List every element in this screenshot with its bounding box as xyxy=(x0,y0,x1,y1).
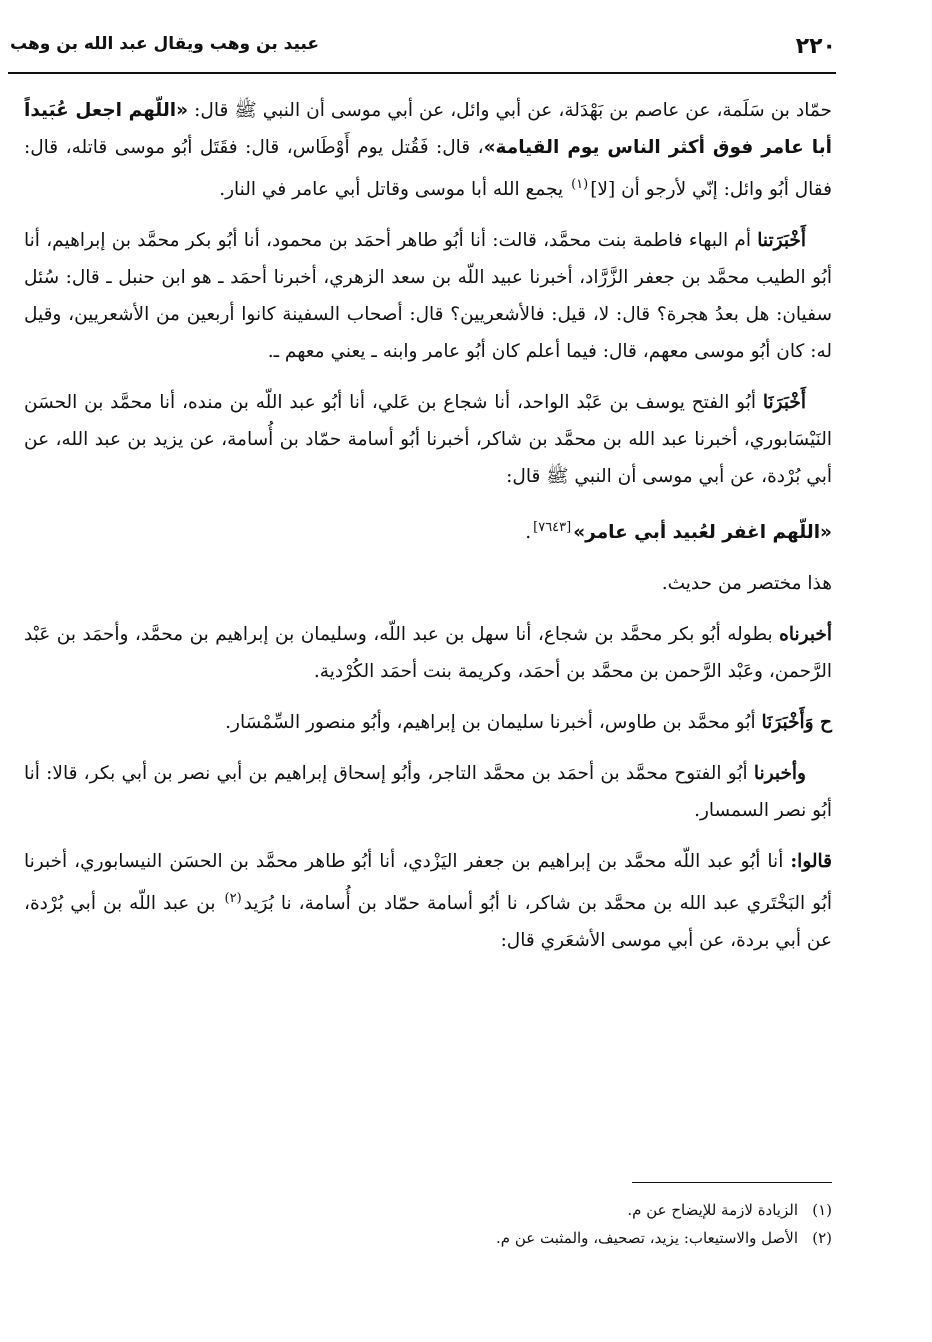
narration-keyword: أخبرناه xyxy=(779,624,832,646)
body-text: أبُو محمَّد بن طاوس، أخبرنا سليمان بن إبراهيم، وأبُو منصور السِّمْسَار. xyxy=(225,712,762,734)
footnote xyxy=(24,1196,832,1224)
footnote-number: (١) xyxy=(812,1201,832,1219)
narration-keyword: أَخْبَرَتنا xyxy=(757,230,806,252)
paragraph xyxy=(24,222,832,370)
reference-marker: [٧٦٤٣] xyxy=(533,520,572,536)
body-text: أبُو الفتح يوسف بن عَبْد الواحد، أنا شجاع بن عَلي، أنا أبُو عبد اللّه بن منده، أنا محمَّد بن الحسَن النَيْسَابوري، أخبرنا عبد الله بن محمَّد بن شاكر، أخبرنا أبُو أسامة حمّاد بن أُسامة، عن يزيد بن عبد الله، عن أبي بُرْدة، عن أبي موسى أن النبي ﷺ قال: xyxy=(24,392,832,488)
page-header xyxy=(10,30,836,74)
body-text: هذا مختصر من حديث. xyxy=(661,573,832,595)
paragraph xyxy=(24,509,832,551)
paragraph xyxy=(24,92,832,208)
reference-marker: (١) xyxy=(571,177,589,192)
footnotes xyxy=(24,1196,832,1252)
body-text: يجمع الله أبا موسى وقاتل أبي عامر في النار. xyxy=(219,179,570,201)
footnote-separator xyxy=(632,1182,832,1183)
narration-keyword: أَخْبَرَنَا xyxy=(762,392,806,414)
paragraph xyxy=(24,843,832,959)
footnote-number: (٢) xyxy=(812,1229,832,1247)
body-text: حمّاد بن سَلَمة، عن عاصم بن بَهْدَلة، عن أبي وائل، عن أبي موسى أن النبي ﷺ قال: xyxy=(188,100,832,121)
body-text: . xyxy=(525,522,532,544)
running-title: عبيد بن وهب ويقال عبد الله بن وهب xyxy=(10,34,319,54)
footnote xyxy=(24,1224,832,1252)
body-text: ، قال: فَقُتل يوم أَوْطَاس، قال: فقَتَل أبُو موسى قاتله، قال: فقال أبُو وائل: إنّي لأرجو أن [لا] xyxy=(24,137,832,201)
narration-keyword: ح وَأَخْبَرَنَا xyxy=(761,712,832,734)
paragraph xyxy=(24,565,832,602)
hadith-text: «اللّهم اغفر لعُبيد أبي عامر» xyxy=(573,522,832,544)
body-text: بطوله أبُو بكر محمَّد بن شجاع، أنا سهل بن عبد اللّه، وسليمان بن إبراهيم بن محمَّد، وأحمَد بن عَبْد الرَّحمن، وعَبْد الرَّحمن بن محمَّد بن أحمَد، وكريمة بنت أحمَد الكُرْدية. xyxy=(24,624,832,683)
hadith-text: «اللّهم اجعل عُبَيداً أبا عامر فوق أكثر الناس يوم القيامة» xyxy=(24,100,832,158)
header-rule xyxy=(8,72,836,74)
body-text: أبُو الفتوح محمَّد بن أحمَد بن محمَّد التاجر، وأبُو إسحاق إبراهيم بن أبي نصر بن أبي بكر، قالا: أنا أبُو نصر السمسار. xyxy=(24,763,832,822)
footnote-text: الأصل والاستيعاب: يزيد، تصحيف، والمثبت عن م. xyxy=(496,1229,798,1247)
footnote-text: الزيادة لازمة للإيضاح عن م. xyxy=(627,1201,798,1219)
paragraph xyxy=(24,704,832,741)
paragraph xyxy=(24,384,832,495)
narration-keyword: قالوا: xyxy=(790,851,832,873)
paragraph xyxy=(24,755,832,829)
body-text: أنا أبُو عبد اللّه محمَّد بن إبراهيم بن جعفر اليَزْدي، أنا أبُو طاهر محمَّد بن الحسَن النيسابوري، أخبرنا أبُو البَخْتَري عبد الله بن محمَّد بن شاكر، نا أبُو أسامة حمّاد بن أُسامة، نا بُرَيد xyxy=(24,851,832,915)
body-text: بن عبد اللّه بن أبي بُرْدة، عن أبي بردة، عن أبي موسى الأشعَري قال: xyxy=(24,893,832,952)
paragraph xyxy=(24,616,832,690)
body-text: أم البهاء فاطمة بنت محمَّد، قالت: أنا أبُو طاهر أحمَد بن محمود، أنا أبُو بكر محمَّد بن إبراهيم، أنا أبُو الطيب محمَّد بن جعفر الزَّرَّاد، أخبرنا عبيد اللّه بن سعد الزهري، أخبرنا أحمَد ـ هو ابن حنبل ـ قال: سُئل سفيان: هل بعدُ هجرة؟ قال: لا، قيل: فالأشعريين؟ قال: أصحاب السفينة كانوا أربعين من الأشعريين، وقيل له: كان أبُو موسى معهم، قال: فيما أعلم كان أبُو عامر وابنه ـ يعني معهم ـ. xyxy=(24,230,832,363)
narration-keyword: وأخبرنا xyxy=(753,763,806,785)
reference-marker: (٢) xyxy=(224,891,242,907)
page-number: ٢٢٠ xyxy=(795,34,836,59)
page-body xyxy=(24,92,832,973)
